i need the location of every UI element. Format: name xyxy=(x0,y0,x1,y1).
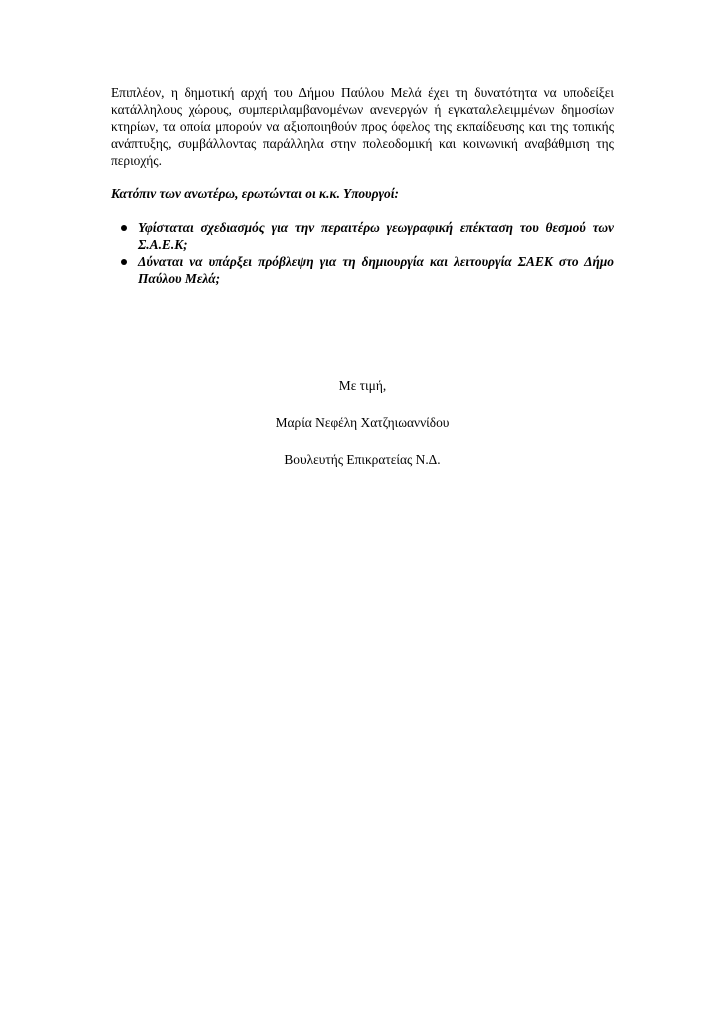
question-list xyxy=(111,219,614,287)
question-text: Δύναται να υπάρξει πρόβλεψη για τη δημιουργία και λειτουργία ΣΑΕΚ στο Δήμο Παύλου Μελά; xyxy=(138,254,614,286)
document-body xyxy=(111,84,614,287)
question-item xyxy=(111,253,614,287)
body-paragraph: Επιπλέον, η δημοτική αρχή του Δήμου Παύλου Μελά έχει τη δυνατότητα να υποδείξει κατάλληλους χώρους, συμπεριλαμβανομένων ανενεργών ή εγκαταλελειμμένων δημοσίων κτηρίων, τα οποία μπορούν να αξιοποιηθούν προς όφελος της εκπαίδευσης και της τοπικής ανάπτυξης, συμβάλλοντας παράλληλα στην πολεοδομική και κοινωνική αναβάθμιση της περιοχής. xyxy=(111,85,614,168)
signature-name: Μαρία Νεφέλη Χατζηιωαννίδου xyxy=(275,415,450,430)
signature-title: Βουλευτής Επικρατείας Ν.Δ. xyxy=(284,452,441,467)
signature-closing: Με τιμή, xyxy=(338,378,387,393)
question-text: Υφίσταται σχεδιασμός για την περαιτέρω γεωγραφική επέκταση του θεσμού των Σ.Α.Ε.Κ; xyxy=(138,220,614,252)
bullet-icon xyxy=(121,225,127,231)
question-intro: Κατόπιν των ανωτέρω, ερωτώνται οι κ.κ. Υπουργοί: xyxy=(111,186,399,201)
question-item xyxy=(111,219,614,253)
bullet-icon xyxy=(121,259,127,265)
